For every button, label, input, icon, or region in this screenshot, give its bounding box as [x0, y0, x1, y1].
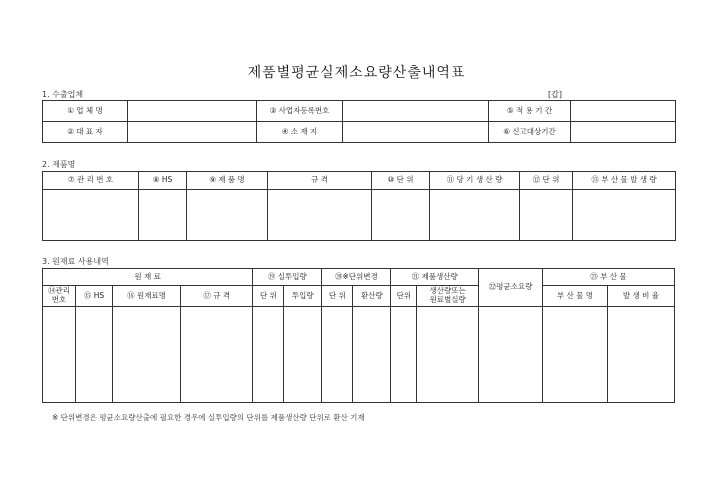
material-cell[interactable]	[75, 307, 112, 403]
byproduct-qty-header: ⑬ 부 산 물 발 생 량	[573, 172, 676, 190]
product-qty-header: ㉑ 제품생산량	[391, 269, 479, 286]
converted-qty-header: 환산량	[353, 286, 391, 307]
material-name-header: ⑯ 원재료명	[113, 286, 181, 307]
material-cell[interactable]	[391, 307, 417, 403]
address-label: ④ 소 재 지	[257, 122, 343, 143]
product-unit-header: 단위	[391, 286, 417, 307]
apply-period-label: ⑤ 적 용 기 간	[489, 101, 571, 122]
product-cell[interactable]	[43, 190, 139, 241]
material-cell[interactable]	[353, 307, 391, 403]
representative-field[interactable]	[128, 122, 257, 143]
mgmt-number-header: ⑦ 관 리 번 호	[43, 172, 139, 190]
production-qty-header: ⑪ 당 기 생 산 량	[430, 172, 520, 190]
business-number-field[interactable]	[343, 101, 489, 122]
company-name-label: ① 업 체 명	[43, 101, 128, 122]
product-cell[interactable]	[268, 190, 372, 241]
byproduct-group-header: ㉓ 부 산 물	[542, 269, 674, 286]
material-cell[interactable]	[542, 307, 607, 403]
avg-usage-header: ㉒평균소요량	[479, 269, 543, 307]
material-group-header: 원 재 료	[43, 269, 253, 286]
material-cell[interactable]	[253, 307, 284, 403]
hs-header: ⑮ HS	[75, 286, 112, 307]
material-cell[interactable]	[181, 307, 253, 403]
actual-input-header: ⑲ 실투입량	[253, 269, 322, 286]
business-number-label: ③ 사업자등록번호	[257, 101, 343, 122]
report-period-field[interactable]	[571, 122, 676, 143]
hs-header: ⑧ HS	[139, 172, 187, 190]
material-table	[42, 268, 675, 403]
occurrence-rate-header: 발 생 비 율	[607, 286, 674, 307]
product-cell[interactable]	[430, 190, 520, 241]
product-table	[42, 171, 676, 241]
exporter-table	[42, 100, 676, 143]
section1-heading: 1. 수출업체	[42, 90, 84, 99]
section2-heading: 2. 제품명	[42, 160, 76, 169]
unit-header-2: ⑫ 단 위	[520, 172, 573, 190]
form-type-badge: [갑]	[548, 90, 562, 99]
product-cell[interactable]	[573, 190, 676, 241]
spec-header: 규 격	[268, 172, 372, 190]
unit-header: ⑩ 단 위	[372, 172, 430, 190]
apply-period-field[interactable]	[571, 101, 676, 122]
product-cell[interactable]	[139, 190, 187, 241]
material-cell[interactable]	[322, 307, 353, 403]
company-name-field[interactable]	[128, 101, 257, 122]
material-cell[interactable]	[479, 307, 543, 403]
mgmt-number-header: ⑭관리 번호	[43, 286, 76, 307]
product-cell[interactable]	[520, 190, 573, 241]
report-period-label: ⑥ 신고대상기간	[489, 122, 571, 143]
product-cell[interactable]	[372, 190, 430, 241]
representative-label: ② 대 표 자	[43, 122, 128, 143]
converted-unit-header: 단 위	[322, 286, 353, 307]
input-qty-header: 투입량	[284, 286, 322, 307]
material-cell[interactable]	[417, 307, 479, 403]
spec-header: ⑰ 규 격	[181, 286, 253, 307]
section3-heading: 3. 원재료 사용내역	[42, 257, 109, 266]
produced-qty-header: 생산량또는 원료별실량	[417, 286, 479, 307]
footnote: ※ 단위변경은 평균소요량산출에 필요한 경우에 실투입량의 단위를 제품생산량 단위로 환산 기재	[52, 413, 365, 422]
product-name-header: ⑨ 제 품 명	[187, 172, 268, 190]
unit-change-header: ⑳※단위변경	[322, 269, 391, 286]
material-cell[interactable]	[113, 307, 181, 403]
byproduct-name-header: 부 산 물 명	[542, 286, 607, 307]
input-unit-header: 단 위	[253, 286, 284, 307]
product-cell[interactable]	[187, 190, 268, 241]
material-cell[interactable]	[607, 307, 674, 403]
material-cell[interactable]	[43, 307, 76, 403]
page-title: 제품별평균실제소요량산출내역표	[247, 65, 466, 81]
material-cell[interactable]	[284, 307, 322, 403]
address-field[interactable]	[343, 122, 489, 143]
